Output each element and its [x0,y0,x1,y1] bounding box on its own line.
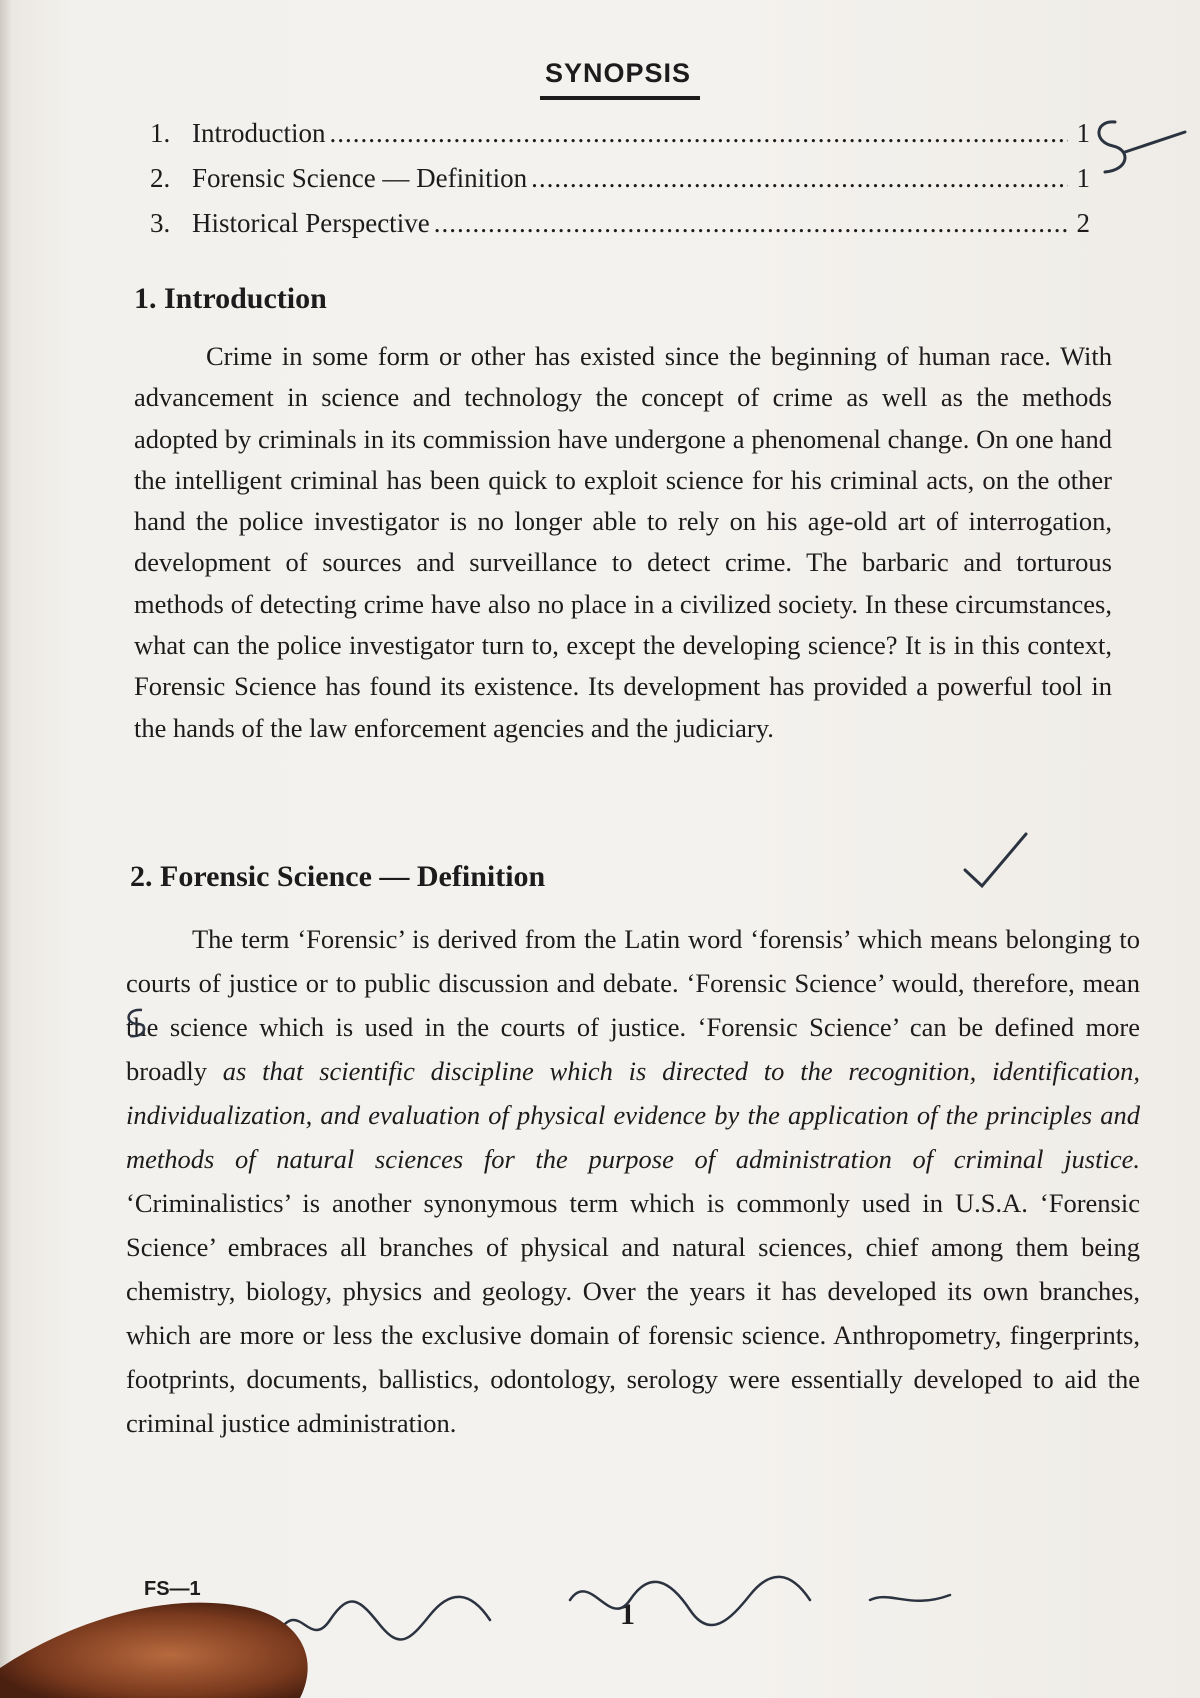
handwritten-scribble-icon [270,1560,970,1660]
synopsis-title: SYNOPSIS [544,58,692,88]
synopsis-item-title: Introduction [192,118,326,148]
synopsis-list [150,118,1090,253]
definition-text-end: ‘Criminalistics’ is another synonymous term which is commonly used in U.S.A. ‘Forensic Science’ embraces all branches of physical and natural sciences, chief among them being chemistry, biology, physics and geology. Over the years it has developed its own branches, which are more or less the exclusive domain of forensic science. Anthropometry, fingerprints, footprints, documents, ballistics, odontology, serology were essentially developed to aid the criminal justice administration. [126,1188,1140,1438]
synopsis-item-title: Forensic Science — Definition [192,163,528,193]
thumb-photo-artifact [0,1548,340,1698]
synopsis-underline [540,96,700,100]
page-number: 1 [620,1598,635,1631]
footer-code: FS—1 [144,1578,201,1600]
definition-italic-text: as that scientific discipline which is directed to the recognition, identification, individualization, and evaluation of physical evidence by the application of the principles and methods of natural sciences for the purpose of administration of criminal justice. [126,1056,1141,1174]
handwritten-mark-icon [1085,112,1195,182]
checkmark-icon [960,830,1030,890]
section-heading-introduction: 1. Introduction [134,282,327,315]
definition-paragraph [126,917,1140,1445]
introduction-paragraph: Crime in some form or other has existed since the beginning of human race. With advancement in science and technology the concept of crime as well as the methods adopted by criminals in its commission have undergone a phenomenal change. On one hand the intelligent criminal has been quick to exploit science for his criminal acts, on the other hand the police investigator is no longer able to rely on his age-old art of interrogation, development of sources and surveillance to detect crime. The barbaric and torturous methods of detecting crime have also no place in a civilized society. In these circumstances, what can the police investigator turn to, except the developing science? It is in this context, Forensic Science has found its existence. Its development has provided a powerful tool in the hands of the law enforcement agencies and the judiciary. [134,341,1112,743]
synopsis-item [150,118,1090,163]
definition-text-start: The term ‘Forensic’ is derived from the Latin word ‘forensis’ which means belonging to courts of justice or to public discussion and debate. ‘Forensic Science’ would, therefore, mean the science which is used in the courts of justice. ‘Forensic Science’ can be defined more broadly [126,924,1140,1086]
synopsis-item [150,163,1090,208]
leader-dots [531,163,1068,194]
synopsis-item-page: 2 [1076,208,1090,238]
synopsis-item-page: 1 [1076,163,1090,193]
synopsis-item-page: 1 [1076,118,1090,148]
synopsis-item-number: 2. [150,163,171,193]
page-edge-shadow [0,0,12,1698]
section-heading-definition: 2. Forensic Science — Definition [130,860,546,893]
handwritten-note-icon [118,1002,154,1042]
synopsis-item-number: 3. [150,208,171,238]
leader-dots [434,208,1068,239]
synopsis-item [150,208,1090,253]
leader-dots [329,118,1068,149]
synopsis-item-number: 1. [150,118,171,148]
synopsis-item-title: Historical Perspective [192,208,430,238]
